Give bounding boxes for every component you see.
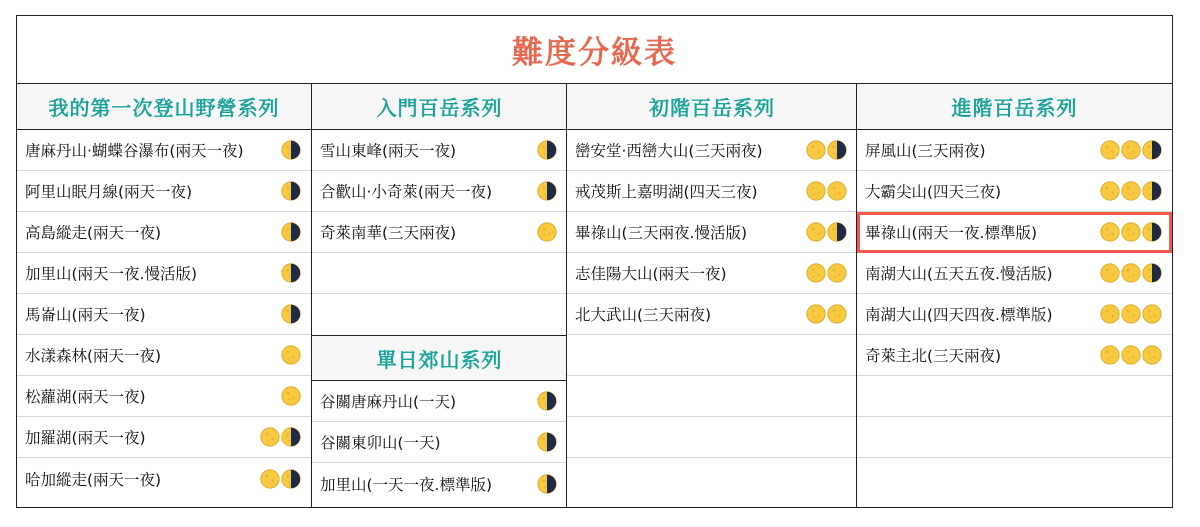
- difficulty-rating: [537, 222, 557, 242]
- table-row: [17, 171, 311, 212]
- trail-name: 南湖大山(五天五夜.慢活版): [865, 265, 1053, 283]
- difficulty-rating: [281, 386, 301, 406]
- trail-name: 松蘿湖(兩天一夜): [25, 388, 146, 406]
- full-moon-icon: [806, 140, 826, 160]
- table-row: [17, 417, 311, 458]
- trail-name: 屏風山(三天兩夜): [865, 142, 986, 160]
- trail-name: 雪山東峰(兩天一夜): [320, 142, 457, 160]
- full-moon-icon: [827, 304, 847, 324]
- trail-name: 合歡山·小奇萊(兩天一夜): [320, 183, 493, 201]
- difficulty-rating: [281, 345, 301, 365]
- table-row: [567, 294, 857, 335]
- column-first-camping: [17, 84, 311, 507]
- table-row: [312, 130, 567, 171]
- trail-name: 北大武山(三天兩夜): [575, 306, 712, 324]
- table-row: [567, 253, 857, 294]
- column-header: 初階百岳系列: [567, 84, 857, 130]
- difficulty-rating: [1100, 181, 1162, 201]
- trail-name: 哈加縱走(兩天一夜): [25, 470, 162, 489]
- half-moon-icon: [281, 140, 301, 160]
- table-row: [312, 422, 567, 463]
- half-moon-icon: [827, 222, 847, 242]
- full-moon-icon: [1100, 345, 1120, 365]
- difficulty-rating: [806, 181, 847, 201]
- trail-name: 加里山(一天一夜.標準版): [320, 475, 493, 494]
- full-moon-icon: [1121, 222, 1141, 242]
- half-moon-icon: [1142, 263, 1162, 283]
- column-intro-baiyue: [311, 84, 567, 507]
- table-row: [857, 253, 1172, 294]
- table-row: [567, 417, 857, 458]
- difficulty-rating: [281, 181, 301, 201]
- half-moon-icon: [281, 427, 301, 447]
- table-row: [857, 335, 1172, 376]
- trail-name: 加里山(兩天一夜.慢活版): [25, 265, 198, 283]
- full-moon-icon: [1121, 181, 1141, 201]
- difficulty-rating: [1100, 345, 1162, 365]
- half-moon-icon: [281, 181, 301, 201]
- table-row: [312, 253, 567, 294]
- half-moon-icon: [537, 474, 557, 494]
- full-moon-icon: [1121, 304, 1141, 324]
- difficulty-rating: [806, 140, 847, 160]
- table-row: [17, 253, 311, 294]
- difficulty-rating: [1100, 304, 1162, 324]
- table-row: [17, 458, 311, 499]
- trail-name: 阿里山眠月線(兩天一夜): [25, 183, 193, 201]
- table-row-highlighted: [857, 212, 1172, 253]
- full-moon-icon: [1100, 222, 1120, 242]
- full-moon-icon: [806, 304, 826, 324]
- table-row: [312, 463, 567, 504]
- table-row: [312, 212, 567, 253]
- difficulty-rating: [537, 140, 557, 160]
- difficulty-rating: [1100, 263, 1162, 283]
- full-moon-icon: [281, 386, 301, 406]
- half-moon-icon: [281, 304, 301, 324]
- full-moon-icon: [1142, 304, 1162, 324]
- full-moon-icon: [1121, 140, 1141, 160]
- difficulty-rating: [537, 432, 557, 452]
- full-moon-icon: [537, 222, 557, 242]
- trail-name: 戒茂斯上嘉明湖(四天三夜): [575, 183, 758, 201]
- trail-name: 高島縱走(兩天一夜): [25, 224, 162, 242]
- full-moon-icon: [260, 469, 280, 489]
- difficulty-rating: [806, 304, 847, 324]
- difficulty-rating: [1100, 140, 1162, 160]
- full-moon-icon: [1100, 304, 1120, 324]
- difficulty-rating: [806, 263, 847, 283]
- full-moon-icon: [827, 263, 847, 283]
- difficulty-rating: [281, 304, 301, 324]
- half-moon-icon: [281, 222, 301, 242]
- trail-name: 奇萊南華(三天兩夜): [320, 224, 457, 242]
- half-moon-icon: [281, 469, 301, 489]
- table-row: [857, 376, 1172, 417]
- table-row: [567, 335, 857, 376]
- table-row: [857, 417, 1172, 458]
- half-moon-icon: [537, 391, 557, 411]
- full-moon-icon: [806, 181, 826, 201]
- half-moon-icon: [1142, 140, 1162, 160]
- column-advanced-baiyue: [856, 84, 1172, 507]
- half-moon-icon: [281, 263, 301, 283]
- table-row: [567, 130, 857, 171]
- trail-name: 馬崙山(兩天一夜): [25, 306, 146, 324]
- table-row: [857, 130, 1172, 171]
- table-row: [17, 335, 311, 376]
- trail-name: 志佳陽大山(兩天一夜): [575, 265, 727, 283]
- table-row: [857, 458, 1172, 499]
- full-moon-icon: [806, 222, 826, 242]
- table-row: [567, 458, 857, 499]
- half-moon-icon: [1142, 181, 1162, 201]
- full-moon-icon: [1121, 345, 1141, 365]
- table-row: [17, 376, 311, 417]
- table-row: [17, 130, 311, 171]
- trail-name: 南湖大山(四天四夜.標準版): [865, 306, 1053, 324]
- trail-name: 谷關東卯山(一天): [320, 434, 441, 452]
- half-moon-icon: [827, 140, 847, 160]
- difficulty-rating: [281, 222, 301, 242]
- half-moon-icon: [537, 181, 557, 201]
- trail-name: 大霸尖山(四天三夜): [865, 183, 1002, 201]
- half-moon-icon: [537, 432, 557, 452]
- section-header-day-hikes: 單日郊山系列: [312, 335, 567, 381]
- full-moon-icon: [1121, 263, 1141, 283]
- full-moon-icon: [281, 345, 301, 365]
- difficulty-rating: [260, 427, 301, 447]
- full-moon-icon: [806, 263, 826, 283]
- half-moon-icon: [1142, 222, 1162, 242]
- table-row: [567, 171, 857, 212]
- difficulty-rating: [806, 222, 847, 242]
- page-title: 難度分級表: [17, 16, 1172, 84]
- trail-name: 谷關唐麻丹山(一天): [320, 393, 457, 411]
- column-beginner-baiyue: [566, 84, 857, 507]
- difficulty-rating: [537, 474, 557, 494]
- full-moon-icon: [260, 427, 280, 447]
- full-moon-icon: [1142, 345, 1162, 365]
- difficulty-rating: [537, 181, 557, 201]
- trail-name: 水漾森林(兩天一夜): [25, 347, 162, 365]
- full-moon-icon: [1100, 181, 1120, 201]
- table-row: [857, 294, 1172, 335]
- full-moon-icon: [1100, 263, 1120, 283]
- column-header: 進階百岳系列: [857, 84, 1172, 130]
- table-row: [312, 171, 567, 212]
- difficulty-rating: [281, 140, 301, 160]
- trail-name: 加羅湖(兩天一夜): [25, 429, 146, 447]
- table-row: [857, 171, 1172, 212]
- difficulty-rating: [281, 263, 301, 283]
- difficulty-rating: [537, 391, 557, 411]
- difficulty-rating: [1100, 222, 1162, 242]
- column-header: 我的第一次登山野營系列: [17, 84, 311, 130]
- trail-name: 唐麻丹山·蝴蝶谷瀑布(兩天一夜): [25, 142, 244, 160]
- difficulty-table: [16, 15, 1173, 508]
- trail-name: 奇萊主北(三天兩夜): [865, 347, 1002, 365]
- trail-name: 畢祿山(三天兩夜.慢活版): [575, 224, 748, 242]
- trail-name: 畢祿山(兩天一夜.標準版): [865, 224, 1038, 242]
- trail-name: 巒安堂·西巒大山(三天兩夜): [575, 142, 763, 160]
- table-row: [312, 294, 567, 335]
- column-header: 入門百岳系列: [312, 84, 567, 130]
- table-row: [567, 212, 857, 253]
- full-moon-icon: [827, 181, 847, 201]
- half-moon-icon: [537, 140, 557, 160]
- full-moon-icon: [1100, 140, 1120, 160]
- difficulty-rating: [260, 469, 301, 489]
- table-row: [567, 376, 857, 417]
- table-row: [17, 294, 311, 335]
- table-row: [17, 212, 311, 253]
- table-row: [312, 381, 567, 422]
